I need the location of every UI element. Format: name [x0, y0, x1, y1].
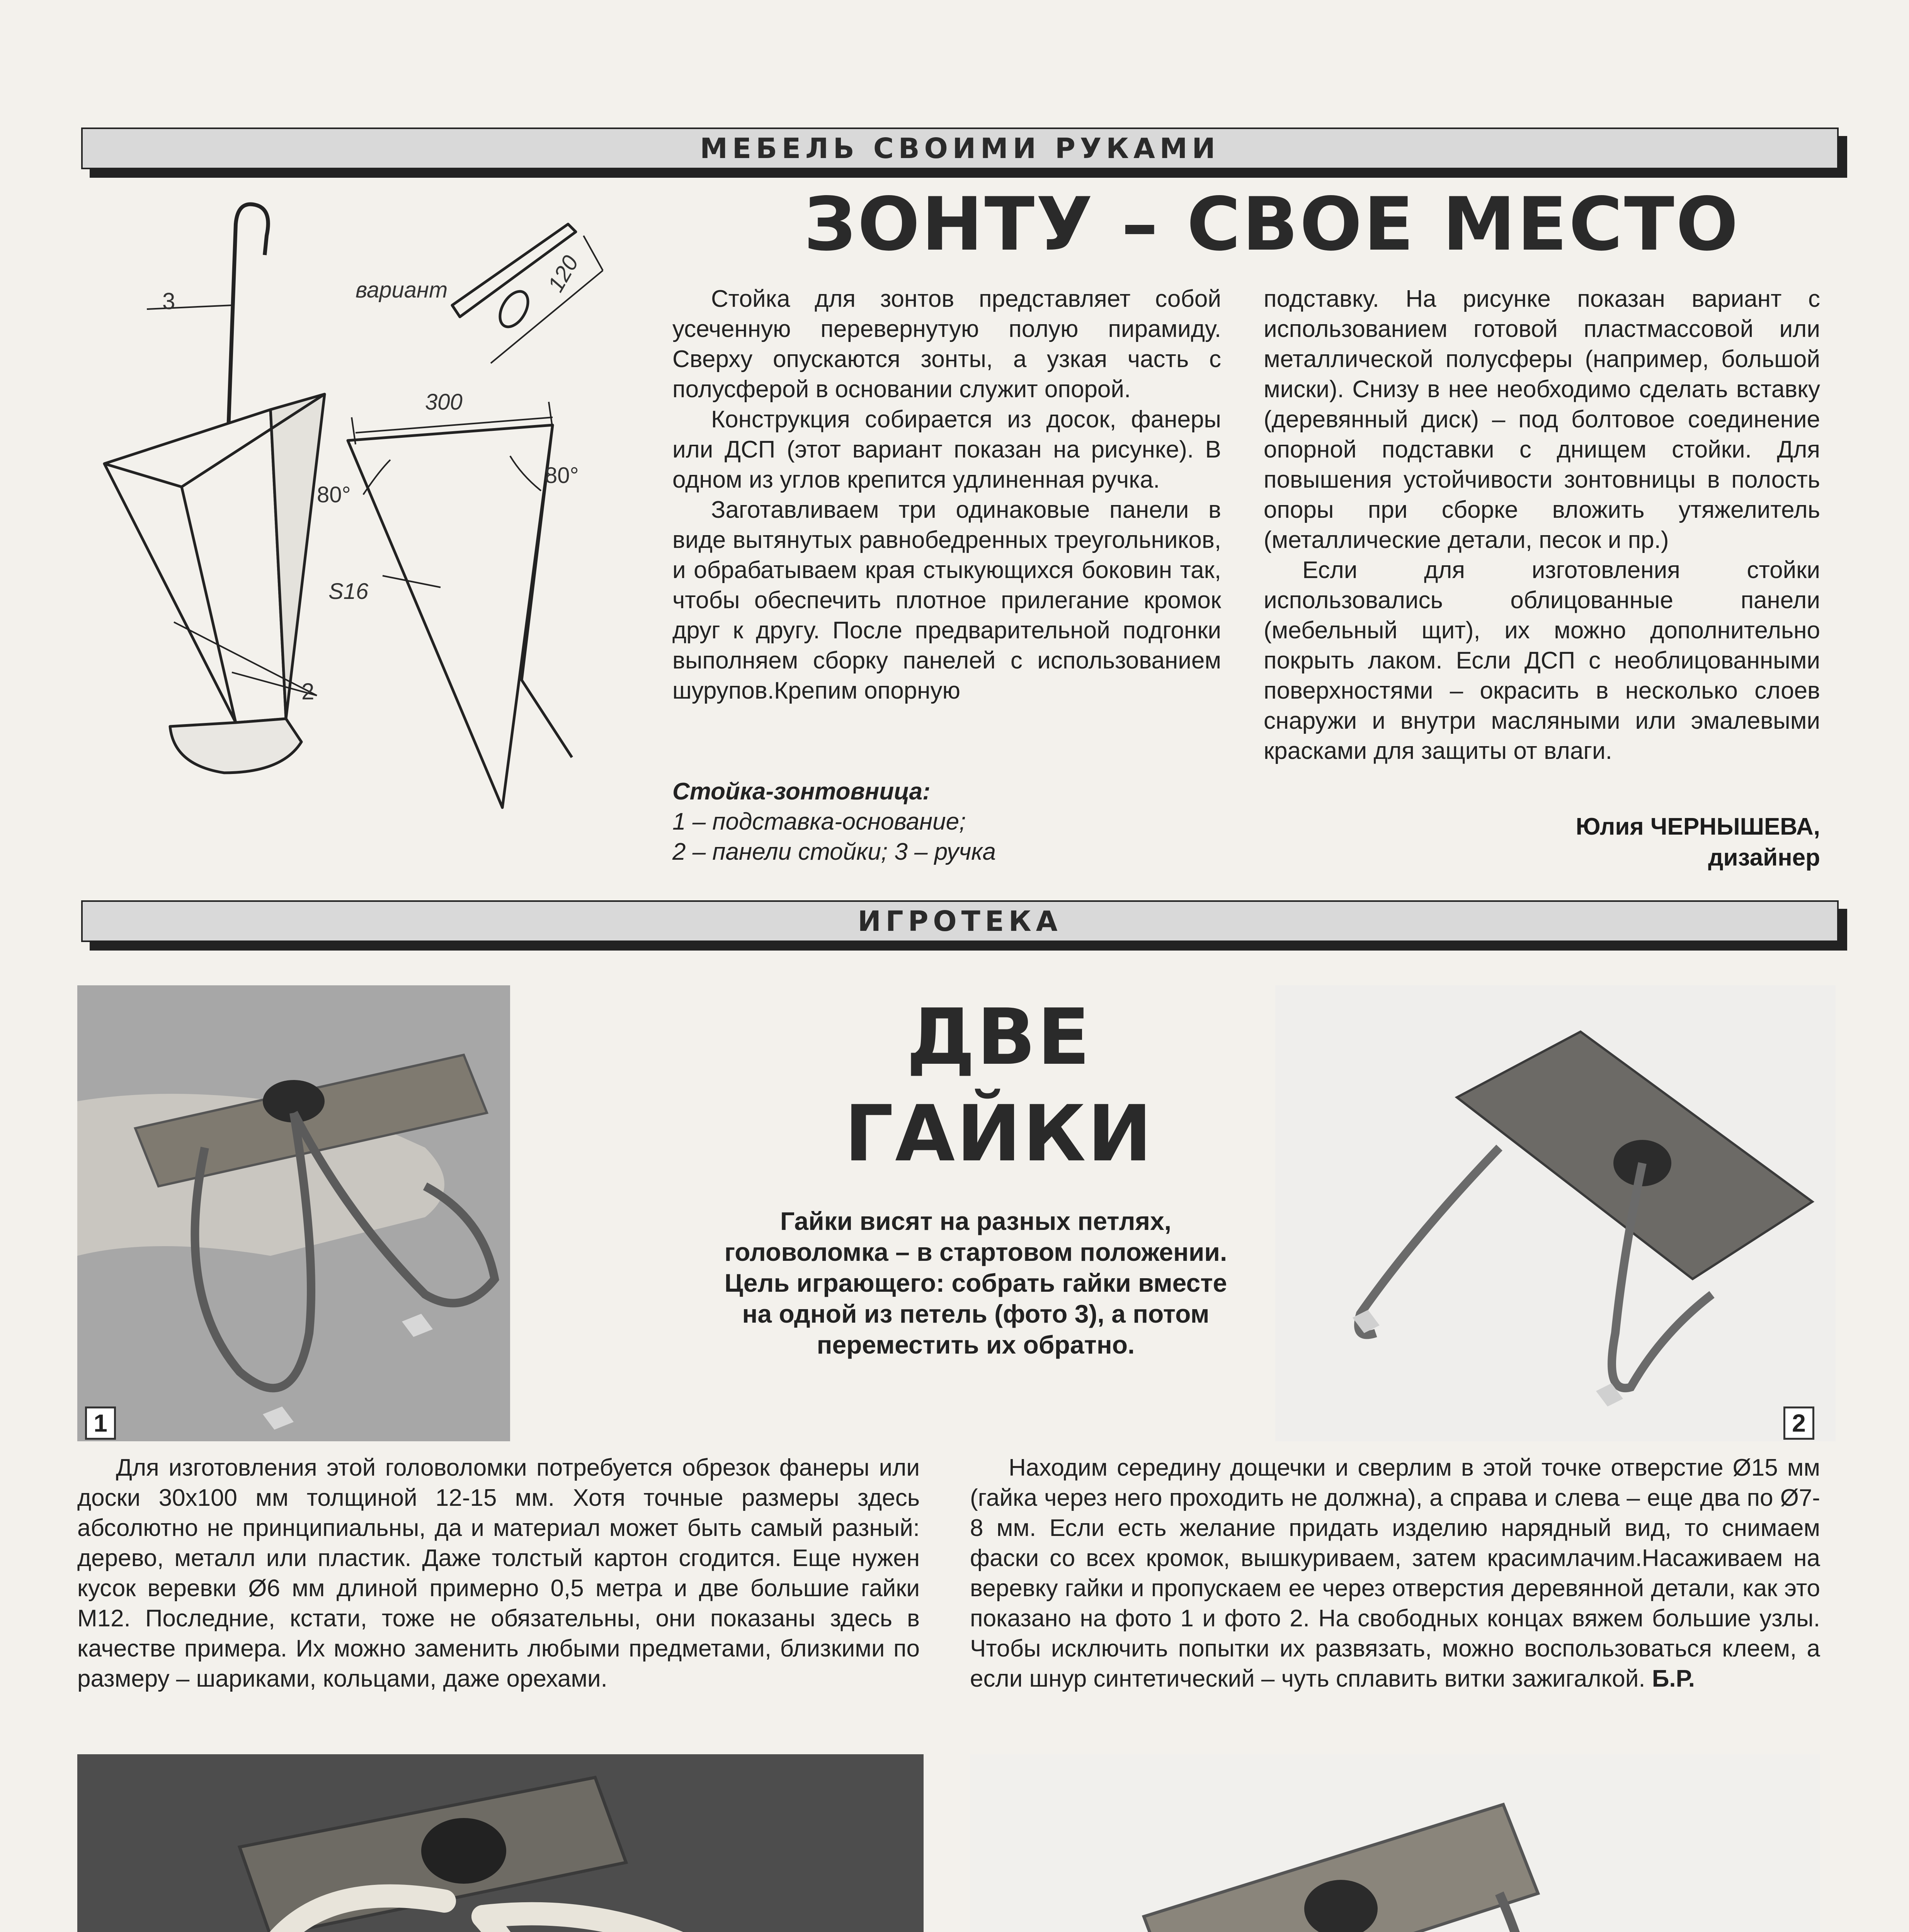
label-part-3: 3: [162, 288, 175, 314]
lead-paragraph: Гайки висят на разных петлях, головоломка – в стартовом положении. Цель играющего: собрать гайки вместе на одной из петель (фото 3), а потом переместить их обратно.: [724, 1207, 1227, 1359]
section-bar-furniture: [81, 128, 1839, 169]
diagram-caption: [672, 777, 1213, 867]
paragraph: Стойка для зонтов представляет собой усеченную перевернутую полую пирамиду. Сверху опускаются зонты, а узкая часть с полусферой в основании служит опорой.: [672, 286, 1221, 403]
paragraph: подставку. На рисунке показан вариант с использованием готовой пластмассовой или металлической полусферы (например, большой миски). Снизу в нее необходимо сделать вставку (деревянный диск) – под болтовое соединение опорной подставки с днищем стойки. Для повышения устойчивости зонтовницы в полость опоры при сборке вложить утяжелитель (металлические детали, песок и пр.): [1264, 286, 1820, 553]
paragraph: Если для изготовления стойки использовались облицованные панели (мебельный щит), их можно дополнительно покрыть лаком. Если ДСП с необлицованными поверхностями – окрасить в несколько слоев снаружи и внутри масляными или эмалевыми красками для защиты от влаги.: [1264, 557, 1820, 764]
photo-3: [970, 1754, 1820, 1932]
headline-line: ДВЕ: [906, 992, 1092, 1082]
article2-column-2: [970, 1453, 1820, 1694]
label-dim-300: 300: [425, 389, 463, 415]
photo-number-1: 1: [85, 1406, 116, 1440]
paragraph-text: Находим середину дощечки и сверлим в этой точке отверстие Ø15 мм (гайка через него проходить не должна), а справа и слева – еще два по Ø7-8 мм. Если есть желание придать изделию нарядный вид, то снимаем фаски со всех кромок, вышкуриваем, затем красимлачим.Насаживаем на веревку гайки и пропускаем ее через отверстия деревянной детали, как это показано на фото 1 и фото 2. На свободных концах вяжем большие узлы. Чтобы исключить попытки их развязать, можно воспользоваться клеем, а если шнур синтетический – чуть сплавить витки зажигалкой.: [970, 1454, 1820, 1692]
signature: Б.Р.: [1652, 1665, 1695, 1692]
label-dim-120: 120: [543, 251, 584, 296]
label-part-2: 2: [301, 679, 315, 704]
section-title: ИГРОТЕКА: [858, 905, 1062, 937]
label-variant: вариант: [356, 277, 448, 303]
paragraph: [970, 1453, 1820, 1694]
label-angle-right: 80°: [545, 463, 579, 488]
umbrella-stand-diagram: [85, 193, 665, 850]
author-role: дизайнер: [1708, 844, 1820, 871]
label-angle-left: 80°: [317, 482, 351, 507]
author-block: [1264, 811, 1820, 873]
section-bar-games: [81, 900, 1839, 942]
paragraph: Заготавливаем три одинаковые панели в виде вытянутых равнобедренных треугольников, и обрабатываем края стыкующихся боковин так, чтобы обеспечить плотное прилегание кромок друг к другу. После предварительной подгонки выполняем сборку панелей с использованием шурупов.Крепим опорную: [672, 497, 1221, 704]
paragraph: Для изготовления этой головоломки потребуется обрезок фанеры или доски 30х100 мм толщиной 12-15 мм. Хотя точные размеры здесь абсолютно не принципиальны, да и материал может быть самый разный: дерево, металл или пластик. Даже толстый картон сгодится. Еще нужен кусок веревки Ø6 мм длиной примерно 0,5 метра и две большие гайки М12. Последние, кстати, тоже не обязательны, они показаны здесь в качестве примера. Их можно заменить любыми предметами, близкими по размеру – шариками, кольцами, даже орехами.: [77, 1454, 920, 1692]
photo-number-2: 2: [1783, 1406, 1814, 1440]
headline-line: ГАЙКИ: [844, 1089, 1154, 1179]
photo-1: [77, 985, 510, 1441]
caption-title: Стойка-зонтовница:: [672, 778, 931, 805]
label-thickness: S16: [328, 579, 369, 604]
photo-3d-printed: [77, 1754, 924, 1932]
section-title: МЕБЕЛЬ СВОИМИ РУКАМИ: [700, 132, 1220, 165]
article1-column-2: [1264, 284, 1820, 766]
caption-line: 1 – подставка-основание;: [672, 808, 966, 835]
article1-column-1: [672, 284, 1221, 706]
article2-column-1: [77, 1453, 920, 1694]
photo-2: [1275, 985, 1836, 1441]
headline-umbrella: ЗОНТУ – СВОЕ МЕСТО: [804, 182, 1740, 267]
paragraph: Конструкция собирается из досок, фанеры или ДСП (этот вариант показан на рисунке). В одном из углов крепится удлиненная ручка.: [672, 406, 1221, 493]
author-name: Юлия ЧЕРНЫШЕВА,: [1576, 813, 1820, 840]
caption-line: 2 – панели стойки; 3 – ручка: [672, 838, 996, 865]
